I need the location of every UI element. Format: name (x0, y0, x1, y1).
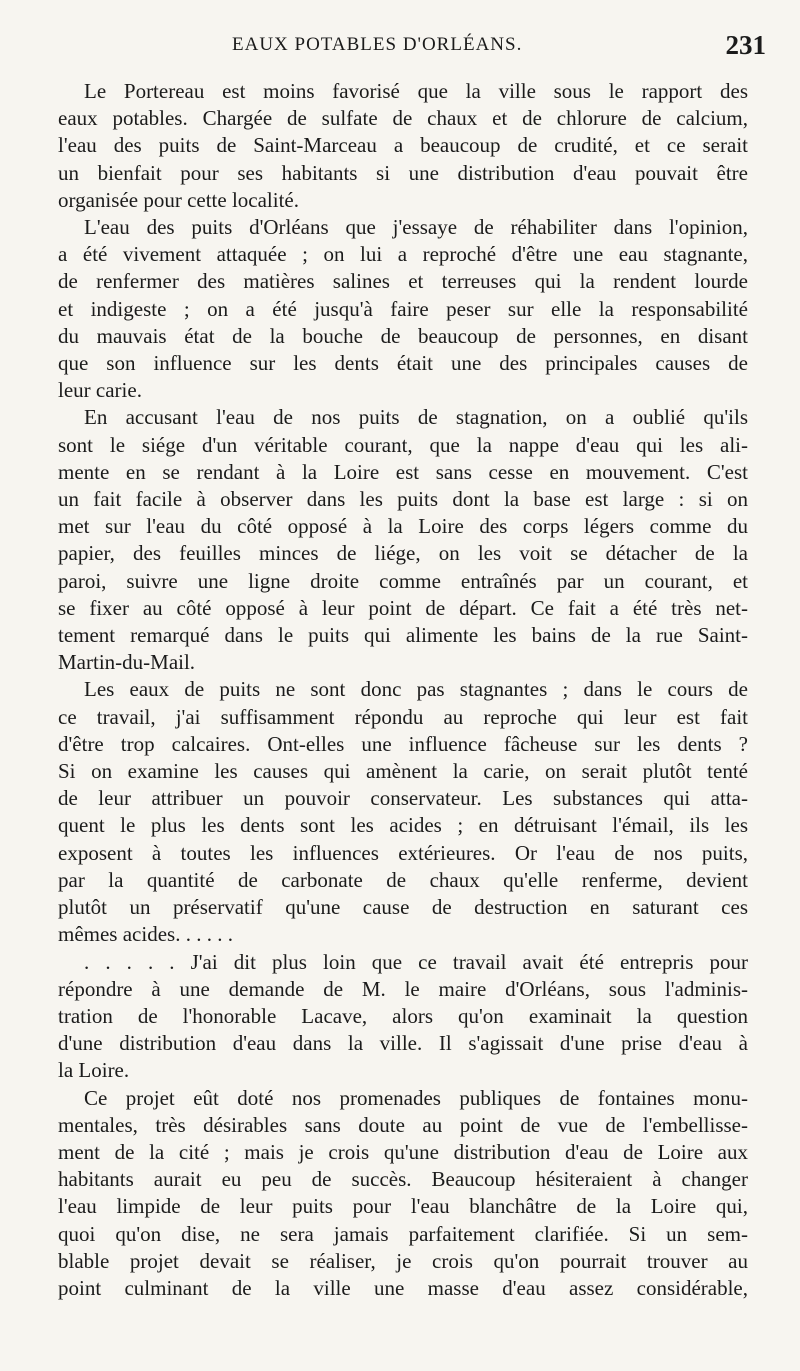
paragraph (58, 78, 748, 214)
running-head: EAUX POTABLES D'ORLÉANS. (232, 34, 523, 55)
text-line: se fixer au côté opposé à leur point de départ. Ce fait a été très net- (58, 595, 748, 620)
text-line: habitants aurait eu peu de succès. Beaucoup hésiteraient à changer (58, 1167, 748, 1192)
text-line: quoi qu'on dise, ne sera jamais parfaitement clarifiée. Si un sem- (58, 1221, 748, 1246)
text-line: Les eaux de puits ne sont donc pas stagnantes ; dans le cours de (84, 677, 748, 702)
text-line: ment de la cité ; mais je crois qu'une distribution d'eau de Loire aux (58, 1139, 748, 1164)
text-line: répondre à une demande de M. le maire d'Orléans, sous l'adminis- (58, 976, 748, 1001)
text-line: Si on examine les causes qui amènent la carie, on serait plutôt tenté (58, 759, 748, 784)
text-line: paroi, suivre une ligne droite comme entraînés par un courant, et (58, 568, 748, 593)
text-line: L'eau des puits d'Orléans que j'essaye de réhabiliter dans l'opinion, (84, 215, 748, 240)
text-line: tement remarqué dans le puits qui alimente les bains de la rue Saint- (58, 623, 748, 648)
text-line: Ce projet eût doté nos promenades publiques de fontaines monu- (84, 1085, 748, 1110)
text-line: l'eau limpide de leur puits pour l'eau blanchâtre de la Loire qui, (58, 1194, 748, 1219)
text-line: mêmes acides. . . . . . (58, 922, 233, 947)
text-line: eaux potables. Chargée de sulfate de chaux et de chlorure de calcium, (58, 106, 748, 131)
text-line: Martin-du-Mail. (58, 650, 196, 675)
text-line: En accusant l'eau de nos puits de stagnation, on a oublié qu'ils (84, 405, 748, 430)
text-line: du mauvais état de la bouche de beaucoup de personnes, en disant (58, 323, 748, 348)
text-line: organisée pour cette localité. (58, 187, 300, 212)
text-line: et indigeste ; on a été jusqu'à faire peser sur elle la responsabilité (58, 296, 748, 321)
paragraph (58, 676, 748, 948)
text-line: Le Portereau est moins favorisé que la ville sous le rapport des (84, 79, 748, 103)
text-line: plutôt un préservatif qu'une cause de destruction en saturant ces (58, 895, 748, 920)
paragraph (58, 1085, 748, 1303)
text-line: l'eau des puits de Saint-Marceau a beaucoup de crudité, et ce serait (58, 133, 748, 158)
text-line: un bienfait pour ses habitants si une distribution d'eau pouvait être (58, 160, 748, 185)
paragraph (58, 214, 748, 404)
text-line: leur carie. (58, 378, 142, 403)
text-line: de renfermer des matières salines et terreuses qui la rendent lourde (58, 269, 748, 294)
text-line: blable projet devait se réaliser, je crois qu'on pourrait trouver au (58, 1248, 748, 1273)
text-line: mente en se rendant à la Loire est sans cesse en mouvement. C'est (58, 459, 748, 484)
text-line: tration de l'honorable Lacave, alors qu'on examinait la question (58, 1003, 748, 1028)
text-line: quent le plus les dents sont les acides ; en détruisant l'émail, ils les (58, 813, 748, 838)
text-line: sont le siége d'un véritable courant, que la nappe d'eau qui les ali- (58, 432, 748, 457)
page-number: 231 (725, 30, 766, 60)
text-line: . . . . . J'ai dit plus loin que ce travail avait été entrepris pour (84, 949, 748, 974)
text-line: a été vivement attaquée ; on lui a reproché d'être une eau stagnante, (58, 242, 748, 267)
text-line: que son influence sur les dents était une des principales causes de (58, 351, 748, 376)
text-line: papier, des feuilles minces de liége, on les voit se détacher de la (58, 541, 748, 566)
text-line: point culminant de la ville une masse d'eau assez considérable, (58, 1275, 748, 1300)
page-header (0, 30, 800, 74)
text-line: un fait facile à observer dans les puits dont la base est large : si on (58, 487, 748, 512)
text-line: met sur l'eau du côté opposé à la Loire des corps légers comme du (58, 514, 748, 539)
text-line: de leur attribuer un pouvoir conservateur. Les substances qui atta- (58, 786, 748, 811)
text-line: ce travail, j'ai suffisamment répondu au reproche qui leur est fait (58, 704, 748, 729)
paragraph (58, 949, 748, 1085)
text-line: exposent à toutes les influences extérieures. Or l'eau de nos puits, (58, 840, 748, 865)
text-line: par la quantité de carbonate de chaux qu'elle renferme, devient (58, 867, 748, 892)
paragraph (58, 404, 748, 676)
body-text (58, 78, 748, 1302)
text-line: mentales, très désirables sans doute au point de vue de l'embellisse- (58, 1112, 748, 1137)
text-line: d'une distribution d'eau dans la ville. Il s'agissait d'une prise d'eau à (58, 1031, 748, 1056)
text-line: la Loire. (58, 1058, 130, 1083)
text-line: d'être trop calcaires. Ont-elles une influence fâcheuse sur les dents ? (58, 731, 748, 756)
